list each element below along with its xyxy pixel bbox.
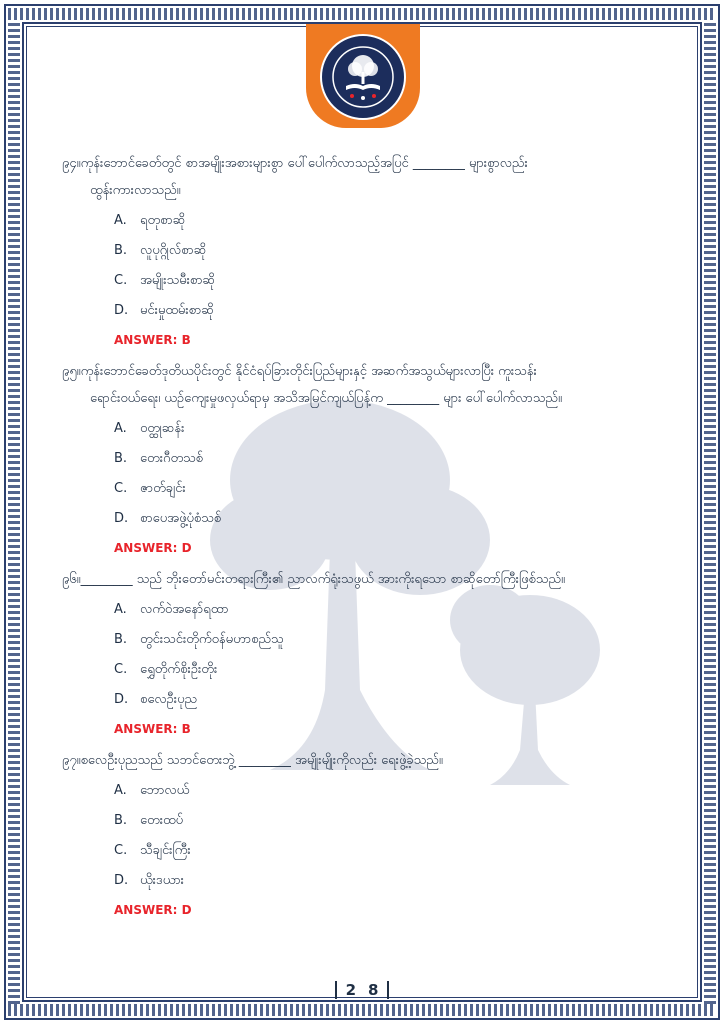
question-line-1: စလေဦးပုညသည် သဘင်တေးဘွဲ့ ________ အမျိုးမျိုးကိုလည်း ရေးဖွဲ့ခဲ့သည်။ xyxy=(80,753,443,768)
option-a[interactable] xyxy=(114,206,662,236)
question-line-2: ထွန်းကားလာသည်။ xyxy=(90,183,181,198)
question-block-96 xyxy=(62,566,662,743)
question-text xyxy=(62,358,662,412)
question-line-1: ကုန်းဘောင်ခေတ်တွင် စာအမျိုးအစားများစွာ ပေါ်ပေါက်လာသည့်အပြင် ________ များစွာလည်း xyxy=(80,156,528,171)
option-letter: A. xyxy=(114,213,127,228)
option-text: လူပုဂ္ဂိုလ်စာဆို xyxy=(140,243,207,258)
option-d[interactable] xyxy=(114,866,662,896)
option-text: တေးထပ် xyxy=(140,813,183,828)
option-text: ယိုးဒယား xyxy=(140,873,184,888)
option-letter: A. xyxy=(114,602,127,617)
option-list xyxy=(62,595,662,715)
question-text xyxy=(62,150,662,204)
answer-label: ANSWER: D xyxy=(114,541,192,555)
option-text: တေးဂီတသစ် xyxy=(140,451,203,466)
option-c[interactable] xyxy=(114,266,662,296)
question-block-97 xyxy=(62,747,662,924)
option-list xyxy=(62,414,662,534)
question-line-1: ကုန်းဘောင်ခေတ်ဒုတိယပိုင်းတွင် နိုင်ငံရပ်ခြားတိုင်းပြည်များနှင့် အဆက်အသွယ်များလာပြီး ကူးသန်း xyxy=(80,364,537,379)
option-a[interactable] xyxy=(114,595,662,625)
option-list xyxy=(62,776,662,896)
question-text xyxy=(62,747,662,774)
option-text: စလေဦးပုည xyxy=(140,692,198,707)
quiz-content xyxy=(62,150,662,928)
option-text: ဇာတ်ချင်း xyxy=(140,481,186,496)
answer-label: ANSWER: B xyxy=(114,722,191,736)
option-d[interactable] xyxy=(114,296,662,326)
question-number: ၉၆။ xyxy=(62,572,81,587)
option-letter: B. xyxy=(114,632,128,647)
tree-book-logo-icon xyxy=(322,36,404,118)
option-text: စာပေအဖွဲ့ပုံစံသစ် xyxy=(140,511,222,526)
option-letter: D. xyxy=(114,873,129,888)
option-letter: B. xyxy=(114,243,128,258)
option-d[interactable] xyxy=(114,685,662,715)
question-number: ၉၅။ xyxy=(62,364,81,379)
question-block-95 xyxy=(62,358,662,562)
question-number: ၉၄။ xyxy=(62,156,81,171)
option-d[interactable] xyxy=(114,504,662,534)
publisher-logo xyxy=(320,34,406,120)
page-number xyxy=(331,978,393,1002)
option-letter: C. xyxy=(114,843,128,858)
option-letter: B. xyxy=(114,813,128,828)
option-c[interactable] xyxy=(114,836,662,866)
page-number-digit: 8 xyxy=(368,981,379,999)
question-text xyxy=(62,566,662,593)
option-text: ဝတ္ထုဆန်း xyxy=(140,421,185,436)
option-text: တွင်းသင်းတိုက်ဝန်မဟာစည်သူ xyxy=(140,632,284,647)
option-letter: B. xyxy=(114,451,128,466)
option-text: အမျိုးသမီးစာဆို xyxy=(140,273,216,288)
page-number-digit: 2 xyxy=(345,981,356,999)
option-letter: C. xyxy=(114,662,128,677)
answer-label: ANSWER: B xyxy=(114,333,191,347)
option-letter: D. xyxy=(114,511,129,526)
option-list xyxy=(62,206,662,326)
option-text: လက်ဝဲအနော်ရထာ xyxy=(140,602,229,617)
option-letter: C. xyxy=(114,481,128,496)
option-text: ရတုစာဆို xyxy=(140,213,186,228)
option-a[interactable] xyxy=(114,776,662,806)
option-a[interactable] xyxy=(114,414,662,444)
option-letter: A. xyxy=(114,421,127,436)
option-text: ဘောလယ် xyxy=(140,783,190,798)
option-text: သီချင်းကြီး xyxy=(140,843,191,858)
question-block-94 xyxy=(62,150,662,354)
option-letter: A. xyxy=(114,783,127,798)
publisher-logo-tab xyxy=(306,24,420,128)
option-b[interactable] xyxy=(114,236,662,266)
option-c[interactable] xyxy=(114,474,662,504)
option-b[interactable] xyxy=(114,444,662,474)
option-letter: C. xyxy=(114,273,128,288)
option-text: မင်းမှုထမ်းစာဆို xyxy=(140,303,214,318)
question-line-1: ________ သည် ဘိုးတော်မင်းတရားကြီး၏ ညာလက်ရုံးသဖွယ် အားကိုးရသော စာဆိုတော်ကြီးဖြစ်သည်။ xyxy=(80,572,565,587)
option-b[interactable] xyxy=(114,625,662,655)
option-letter: D. xyxy=(114,303,129,318)
question-number: ၉၇။ xyxy=(62,753,81,768)
question-line-2: ရောင်းဝယ်ရေး၊ ယဉ်ကျေးမှုဖလှယ်ရာမှ အသိအမြင်ကျယ်ပြန့်က ________ များ ပေါ်ပေါက်လာသည်။ xyxy=(90,391,562,406)
option-text: ရွှေတိုက်စိုးဦးတိုး xyxy=(140,662,218,677)
option-letter: D. xyxy=(114,692,129,707)
option-c[interactable] xyxy=(114,655,662,685)
option-b[interactable] xyxy=(114,806,662,836)
answer-label: ANSWER: D xyxy=(114,903,192,917)
